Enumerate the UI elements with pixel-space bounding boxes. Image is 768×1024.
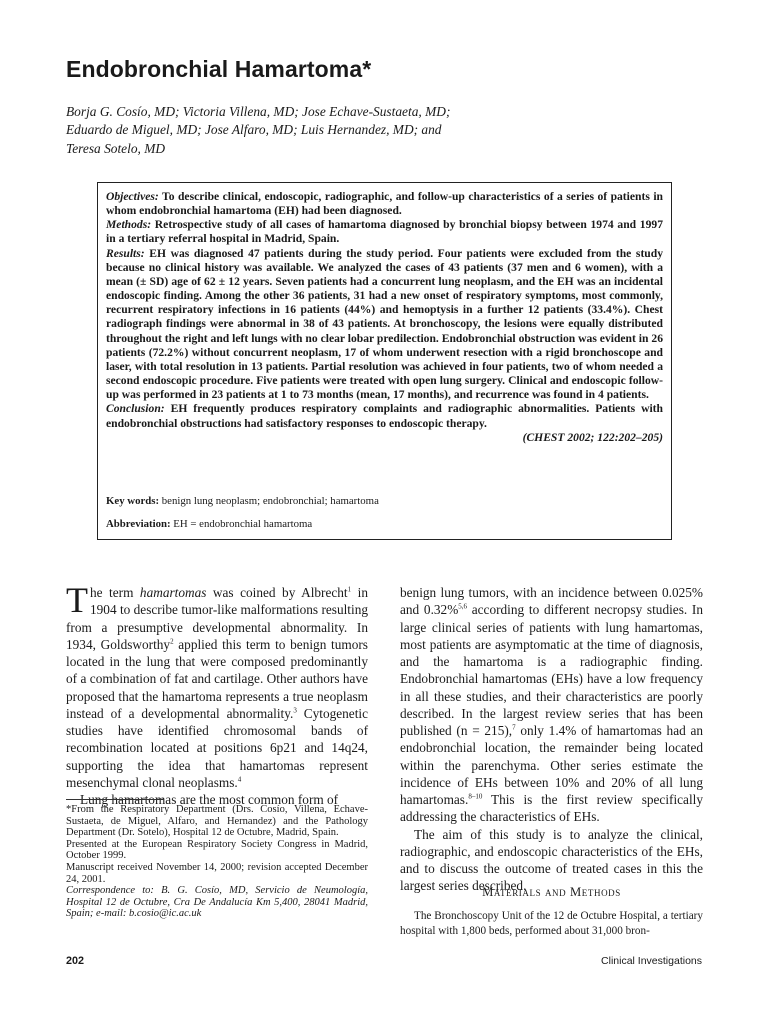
page-number: 202	[66, 955, 85, 967]
abstract-conclusion	[106, 402, 663, 430]
author-line: Borja G. Cosío, MD; Victoria Villena, MD; Jose Echave-Sustaeta, MD;	[66, 104, 451, 119]
body-column-right	[400, 584, 703, 895]
author-line: Teresa Sotelo, MD	[66, 140, 166, 156]
intro-paragraph	[66, 580, 369, 791]
reference-superscript: 3	[293, 706, 297, 715]
objectives-text: To describe clinical, endoscopic, radiographic, and follow-up characteristics of a series of patients in whom endobronchial hamartoma (EH) had been diagnosed.	[106, 190, 663, 218]
running-footer: Clinical Investigations	[601, 955, 702, 967]
article-title: Endobronchial Hamartoma*	[66, 56, 372, 82]
conclusion-label: Conclusion:	[106, 402, 165, 416]
keywords	[106, 495, 379, 507]
abstract-text	[106, 190, 663, 445]
footnotes	[66, 804, 368, 920]
objectives-label: Objectives:	[106, 190, 159, 203]
abstract-results	[106, 247, 663, 403]
reference-superscript: 1	[347, 585, 352, 594]
reference-superscript: 7	[512, 723, 516, 732]
footnote-correspondence: Correspondence to: B. G. Cosío, MD, Servicio de Neumología, Hospital 12 de Octubre, Cra De Andalucía Km 5,400, 28041 Madrid, Spain; e-mail: b.cosio@ic.ac.uk	[66, 885, 368, 920]
abstract-methods	[106, 218, 663, 246]
drop-cap: T	[66, 580, 88, 620]
methods-text: Retrospective study of all cases of hamartoma diagnosed by bronchial biopsy between 1974 and 1997 in a tertiary referral hospital in Madrid, Spain.	[106, 218, 663, 246]
text-run: in 1904 to describe tumor-like malformations resulting from a presumptive developmental abnormality. In 1934, Goldsworthy	[66, 585, 368, 652]
reference-superscript: 4	[237, 775, 242, 784]
footnote-presented: Presented at the European Respiratory Society Congress in Madrid, October 1999.	[66, 838, 368, 862]
conclusion-text: EH frequently produces respiratory complaints and radiographic abnormalities. Patients with endobronchial obstructions had satisfactory responses to endoscopic therapy.	[106, 402, 663, 430]
results-text: EH was diagnosed 47 patients during the study period. Four patients were excluded from the study because no clinical history was available. We analyzed the cases of 43 patients (37 men and 6 women), with a mean (± SD) age of 62 ± 12 years. Seven patients had a concurrent lung neoplasm, and the EH was an incidental endoscopic finding. Among the other 36 patients, 31 had a new onset of respiratory symptoms, most commonly, recurrent respiratory infections in 16 patients (44%) and hemoptysis in a further 12 patients (33.4%). Chest radiograph findings were abnormal in 38 of 43 patients. At bronchoscopy, the lesions were equally distributed throughout the right and left lungs with no clear lobar predilection. Endobronchial obstruction was evident in 26 patients (72.2%) without concurrent neoplasm, 17 of whom underwent resection with a rigid bronchoscope and laser, with total resolution in 13 patients. Partial resolution was achieved in four patients, two of whom needed a second endoscopic procedure. Five patients were treated with open lung surgery. Clinical and endoscopic follow-up was performed in 23 patients at 1 to 73 months (mean, 17 months), and recurrence was found in 4 patients.	[106, 246, 663, 402]
journal-citation: (CHEST 2002; 122:202–205)	[522, 430, 663, 444]
abbreviation	[106, 518, 312, 530]
footnote-divider	[66, 799, 164, 800]
abstract-objectives	[106, 190, 663, 218]
reference-superscript: 8–10	[468, 792, 483, 801]
author-line: Eduardo de Miguel, MD; Jose Alfaro, MD; Luis Hernandez, MD; and	[66, 122, 442, 138]
body-paragraph: The aim of this study is to analyze the clinical, radiographic, and endoscopic characteristics of the EHs, and to discuss the outcome of treated cases in this the largest series described.	[400, 826, 703, 894]
methods-paragraph	[400, 909, 703, 939]
text-run: This is the first review specifically addressing the characteristics of EHs.	[400, 792, 703, 825]
body-column-left	[66, 580, 369, 808]
text-run: was coined by Albrecht	[206, 585, 348, 600]
body-paragraph	[400, 584, 703, 826]
section-heading: Materials and Methods	[482, 885, 621, 899]
text-emphasis: hamartomas	[139, 585, 207, 600]
footnote-affiliation: *From the Respiratory Department (Drs. Cosío, Villena, Echave-Sustaeta, de Miguel, Alfaro, and Hernandez) and the Pathology Department (Dr. Sotelo), Hospital 12 de Octubre, Madrid, Spain.	[66, 804, 368, 839]
methods-label: Methods:	[106, 218, 152, 232]
keywords-text: benign lung neoplasm; endobronchial; hamartoma	[159, 495, 379, 507]
author-list	[66, 103, 706, 158]
abstract-box	[97, 182, 672, 540]
footnote-manuscript: Manuscript received November 14, 2000; revision accepted December 24, 2001.	[66, 861, 368, 885]
abbreviation-label: Abbreviation:	[106, 518, 171, 530]
results-label: Results:	[106, 246, 145, 260]
text-run: he term	[90, 585, 140, 600]
text-run: benign lung tumors, with an incidence between 0.025% and 0.32%	[400, 585, 703, 618]
keywords-label: Key words:	[106, 495, 160, 507]
text-run: Cytogenetic studies have identified chromosomal bands of recombination located at positions 6p21 and 14q24, supporting the idea that hamartomas represent mesenchymal clonal neoplasms.	[66, 705, 369, 790]
text-run: only 1.4% of hamartomas had an endobronchial location, the remainder being located within the parenchyma. Other series estimate the incidence of EHs between 10% and 20% of all lung hamartomas.	[400, 723, 704, 807]
body-paragraph: The Bronchoscopy Unit of the 12 de Octubre Hospital, a tertiary hospital with 1,800 beds, performed about 31,000 bron-	[400, 910, 703, 937]
abbreviation-text: EH = endobronchial hamartoma	[170, 518, 313, 530]
body-paragraph: Lung hamartomas are the most common form of	[80, 792, 339, 807]
text-run: applied this term to benign tumors located in the lung that were composed predominantly of a combination of fat and cartilage. Other authors have proposed that the hamartoma represents a true neoplasm instead of a developmental abnormality.	[66, 636, 368, 721]
reference-superscript: 5,6	[458, 602, 468, 611]
reference-superscript: 2	[170, 637, 174, 646]
text-run: according to different necropsy studies. In large clinical series of patients with lung hamartomas, most patients are asymptomatic at the time of diagnosis, and the hamartoma is a radiographic finding. Endobronchial hamartomas (EHs) have a low frequency in all these studies, and their characteristics are poorly described. In the largest review series that has been published (n = 215),	[400, 602, 703, 738]
